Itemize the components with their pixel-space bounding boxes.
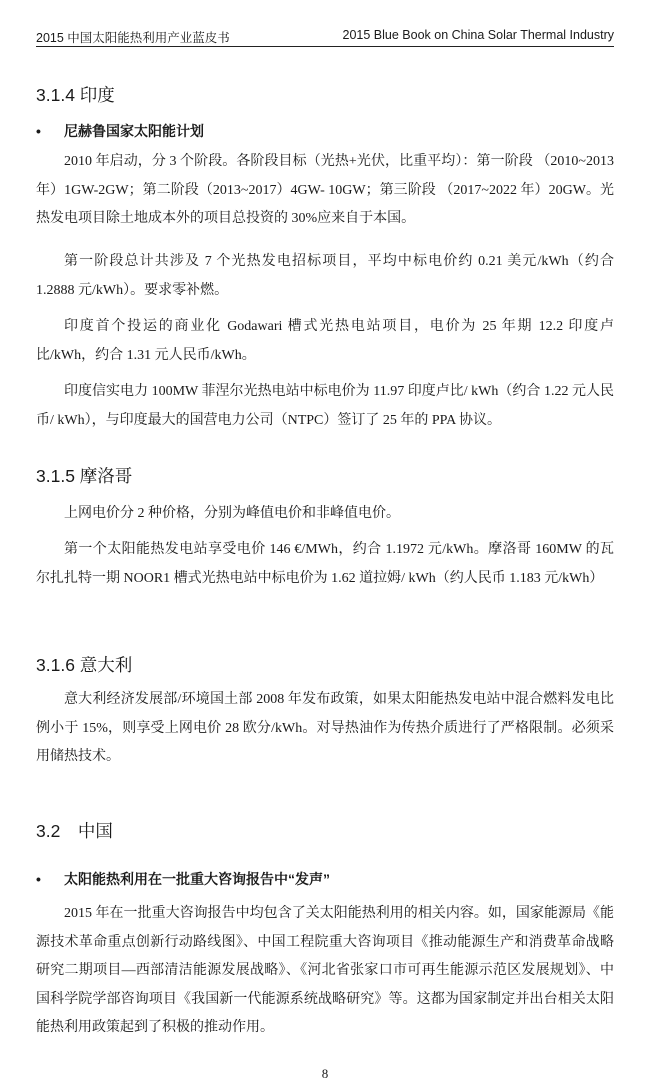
para-morocco-2: 第一个太阳能热发电站享受电价 146 €/MWh，约合 1.1972 元/kWh。摩洛哥 160MW 的瓦尔扎扎特一期 NOOR1 槽式光热电站中标电价为 1.62 道拉姆/ kWh（约人民币 1.183 元/kWh） bbox=[36, 542, 614, 586]
bullet-china-reports bbox=[36, 869, 330, 889]
header-left-title: 2015 中国太阳能热利用产业蓝皮书 bbox=[36, 31, 230, 45]
header-right-title: 2015 Blue Book on China Solar Thermal Industry bbox=[342, 28, 614, 42]
heading-morocco: 3.1.5 摩洛哥 bbox=[36, 466, 133, 486]
heading-italy: 3.1.6 意大利 bbox=[36, 655, 133, 675]
page-number: 8 bbox=[321, 1066, 329, 1081]
para-india-4: 印度信实电力 100MW 菲涅尔光热电站中标电价为 11.97 印度卢比/ kWh（约合 1.22 元人民币/ kWh），与印度最大的国营电力公司（NTPC）签订了 25 年的 PPA 协议。 bbox=[36, 384, 614, 428]
para-india-1: 2010 年启动，分 3 个阶段。各阶段目标（光热+光伏，比重平均）：第一阶段 （2010~2013 年）1GW-2GW；第二阶段（2013~2017）4GW- 10GW；第三阶段 （2017~2022 年）20GW。光热发电项目除土地成本外的项目总投资的 30%应来自于本国。 bbox=[36, 154, 614, 226]
para-china-1: 2015 年在一批重大咨询报告中均包含了关太阳能热利用的相关内容。如，国家能源局《能源技术革命重点创新行动路线图》、中国工程院重大咨询项目《推动能源生产和消费革命战略研究二期项目—西部清洁能源发展战略》、《河北省张家口市可再生能源示范区发展规划》、中国科学院学部咨询项目《我国新一代能源系统战略研究》等。这都为国家制定并出台相关太阳能热利用政策起到了积极的推动作用。 bbox=[36, 906, 614, 1035]
bullet-china-reports-label: 太阳能热利用在一批重大咨询报告中“发声” bbox=[64, 871, 330, 887]
para-italy-1: 意大利经济发展部/环境国土部 2008 年发布政策，如果太阳能热发电站中混合燃料发电比例小于 15%，则享受上网电价 28 欧分/kWh。对导热油作为传热介质进行了严格限制。必须采用储热技术。 bbox=[36, 692, 614, 764]
para-india-3: 印度首个投运的商业化 Godawari 槽式光热电站项目，电价为 25 年期 12.2 印度卢比/kWh，约合 1.31 元人民币/kWh。 bbox=[36, 319, 614, 363]
heading-china: 3.2 中国 bbox=[36, 821, 113, 841]
header-rule bbox=[36, 46, 614, 47]
bullet-india-plan-label: 尼赫鲁国家太阳能计划 bbox=[64, 123, 204, 139]
para-morocco-1: 上网电价分 2 种价格，分别为峰值电价和非峰值电价。 bbox=[64, 506, 400, 521]
heading-india: 3.1.4 印度 bbox=[36, 85, 115, 105]
bullet-icon: • bbox=[36, 123, 41, 139]
bullet-india-plan bbox=[36, 121, 204, 141]
para-india-2: 第一阶段总计共涉及 7 个光热发电招标项目，平均中标电价约 0.21 美元/kWh（约合 1.2888 元/kWh）。要求零补燃。 bbox=[36, 254, 614, 298]
running-header bbox=[36, 26, 614, 46]
bullet-icon: • bbox=[36, 871, 41, 887]
